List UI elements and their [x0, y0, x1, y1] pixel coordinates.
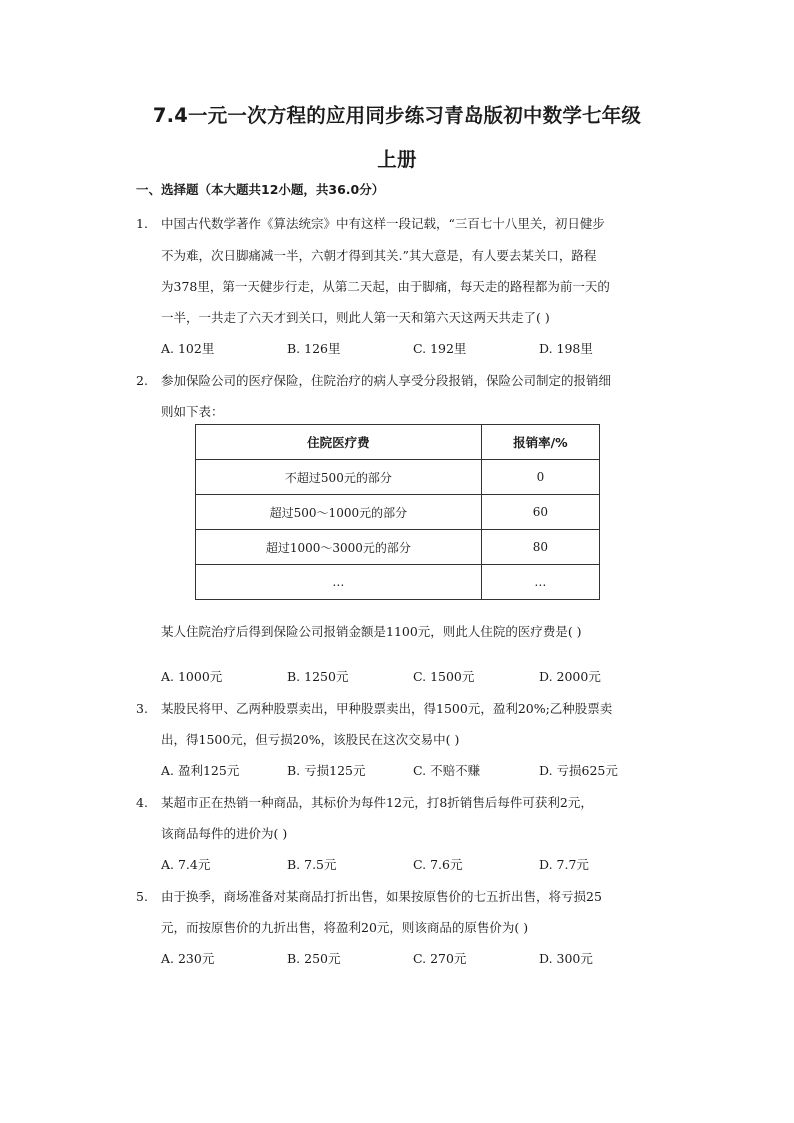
- question-text: 该商品每件的进价为( ): [161, 826, 288, 841]
- question-text: 某股民将甲、乙两种股票卖出，甲种股票卖出，得1500元，盈利20%;乙种股票卖: [161, 701, 613, 716]
- option-b: B. 250元: [287, 951, 341, 966]
- option-a: A. 102里: [161, 341, 215, 356]
- table-header-row: [196, 425, 600, 460]
- table-row: [196, 460, 600, 495]
- table-cell: 不超过500元的部分: [196, 460, 482, 495]
- option-b: B. 126里: [287, 341, 341, 356]
- question-text: 一半，一共走了六天才到关口，则此人第一天和第六天这两天共走了( ): [161, 310, 550, 325]
- table-cell: …: [196, 565, 482, 600]
- question-text: 由于换季，商场准备对某商品打折出售，如果按原售价的七五折出售，将亏损25: [161, 889, 602, 904]
- table-cell: 超过500～1000元的部分: [196, 495, 482, 530]
- table-row: [196, 530, 600, 565]
- reimbursement-table: [195, 424, 600, 600]
- table-cell: 80: [481, 530, 599, 565]
- option-c: C. 不赔不赚: [413, 763, 481, 778]
- question-text: 则如下表：: [161, 404, 224, 419]
- option-c: C. 270元: [413, 951, 467, 966]
- table-cell: 0: [481, 460, 599, 495]
- option-c: C. 192里: [413, 341, 467, 356]
- option-d: D. 2000元: [539, 669, 601, 684]
- option-a: A. 230元: [161, 951, 215, 966]
- table-cell: 超过1000～3000元的部分: [196, 530, 482, 565]
- section-heading: 一、选择题（本大题共12小题，共36.0分）: [136, 182, 385, 197]
- option-a: A. 盈利125元: [161, 763, 240, 778]
- question-text: 某超市正在热销一种商品，其标价为每件12元，打8折销售后每件可获利2元，: [161, 795, 593, 810]
- question-number: 1.: [136, 216, 148, 231]
- table-row: [196, 495, 600, 530]
- question-text: 元，而按原售价的九折出售，将盈利20元，则该商品的原售价为( ): [161, 920, 529, 935]
- option-d: D. 亏损625元: [539, 763, 618, 778]
- option-b: B. 1250元: [287, 669, 349, 684]
- table-cell: 60: [481, 495, 599, 530]
- option-d: D. 7.7元: [539, 857, 589, 872]
- page-title: 7.4一元一次方程的应用同步练习青岛版初中数学七年级: [152, 104, 642, 127]
- option-b: B. 亏损125元: [287, 763, 366, 778]
- option-b: B. 7.5元: [287, 857, 337, 872]
- question-text: 为378里，第一天健步行走，从第二天起，由于脚痛，每天走的路程都为前一天的: [161, 279, 610, 294]
- option-d: D. 300元: [539, 951, 593, 966]
- table-header-cell: 报销率/%: [481, 425, 599, 460]
- table-header-cell: 住院医疗费: [196, 425, 482, 460]
- option-a: A. 1000元: [161, 669, 223, 684]
- question-text: 出，得1500元，但亏损20%，该股民在这次交易中( ): [161, 732, 460, 747]
- option-a: A. 7.4元: [161, 857, 211, 872]
- question-number: 4.: [136, 795, 148, 810]
- page-title-line2: 上册: [377, 148, 417, 171]
- question-number: 5.: [136, 889, 148, 904]
- table-row: [196, 565, 600, 600]
- option-d: D. 198里: [539, 341, 593, 356]
- question-text: 中国古代数学著作《算法统宗》中有这样一段记载，“三百七十八里关，初日健步: [161, 216, 605, 231]
- question-text: 参加保险公司的医疗保险，住院治疗的病人享受分段报销，保险公司制定的报销细: [161, 373, 612, 388]
- question-number: 2.: [136, 373, 148, 388]
- option-c: C. 1500元: [413, 669, 475, 684]
- option-c: C. 7.6元: [413, 857, 463, 872]
- question-text: 不为难，次日脚痛减一半，六朝才得到其关.”其大意是，有人要去某关口，路程: [161, 248, 597, 263]
- question-text: 某人住院治疗后得到保险公司报销金额是1100元，则此人住院的医疗费是( ): [161, 624, 582, 639]
- table-cell: …: [481, 565, 599, 600]
- question-number: 3.: [136, 701, 148, 716]
